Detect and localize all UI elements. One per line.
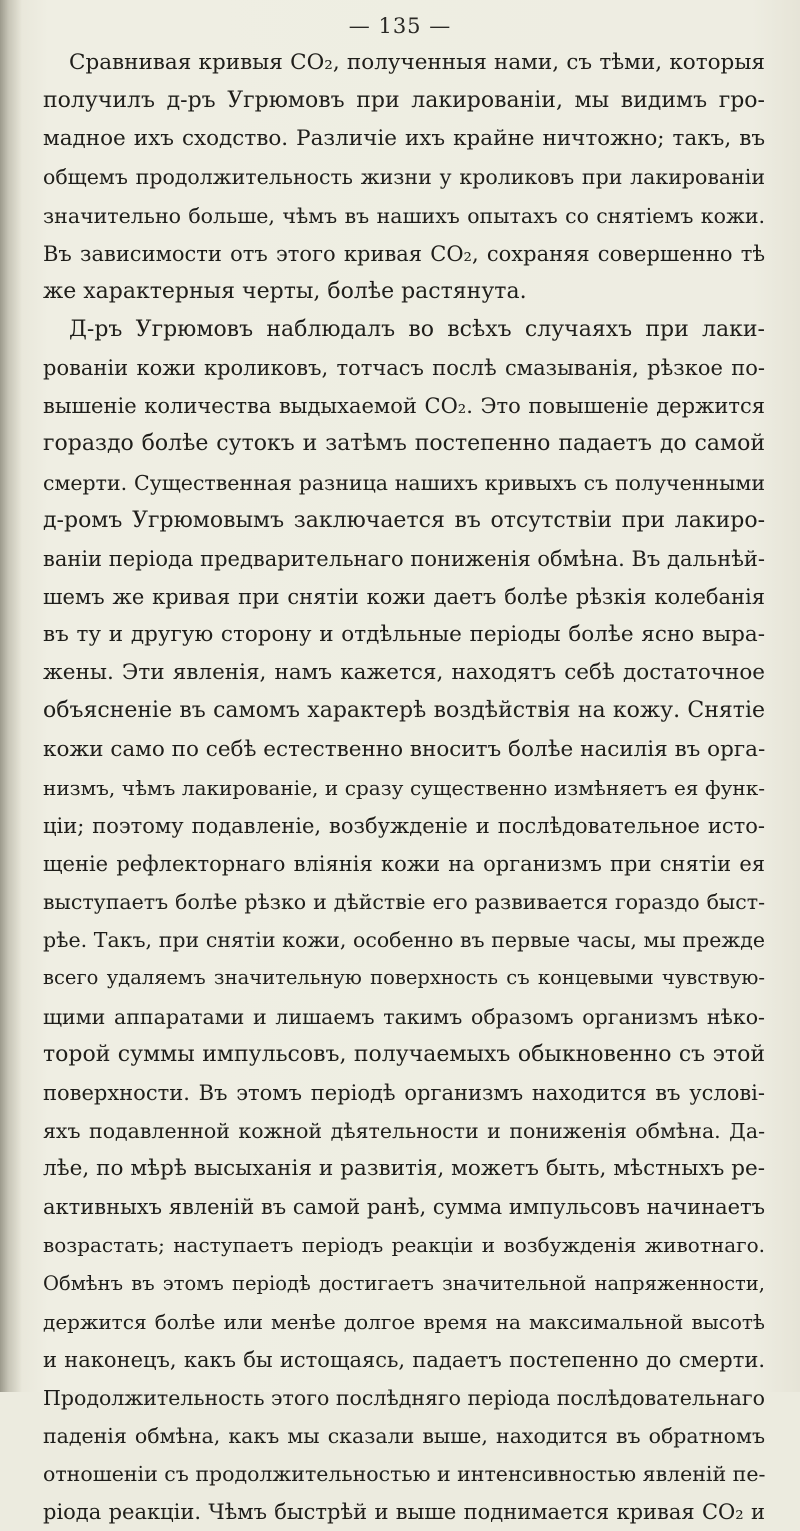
text-line: получилъ д-ръ Угрюмовъ при лакированіи, мы видимъ гро- xyxy=(43,88,765,114)
text-line: жены. Эти явленія, намъ кажется, находятъ себѣ достаточное xyxy=(43,660,765,686)
text-line: активныхъ явленій въ самой ранѣ, сумма импульсовъ начинаетъ xyxy=(43,1195,765,1220)
text-line: всего удаляемъ значительную поверхность съ концевыми чувствую- xyxy=(43,966,765,990)
text-line: мадное ихъ сходство. Различіе ихъ крайне ничтожно; такъ, въ xyxy=(43,126,765,152)
text-line: рованіи кожи кроликовъ, тотчасъ послѣ смазыванія, рѣзкое по- xyxy=(43,356,765,381)
text-line: выступаетъ болѣе рѣзко и дѣйствіе его развивается гораздо быст- xyxy=(43,890,765,915)
text-line: щеніе рефлекторнаго вліянія кожи на организмъ при снятіи ея xyxy=(43,851,765,876)
text-line: значительно больше, чѣмъ въ нашихъ опытахъ со снятіемъ кожи. xyxy=(43,203,765,228)
text-line: держится болѣе или менѣе долгое время на максимальной высотѣ xyxy=(43,1309,765,1334)
text-line: кожи само по себѣ естественно вноситъ болѣе насилія въ орга- xyxy=(43,736,765,762)
text-line: Обмѣнъ въ этомъ періодѣ достигаетъ значительной напряженности, xyxy=(43,1271,765,1295)
text-line: ріода реакціи. Чѣмъ быстрѣй и выше поднимается кривая CO₂ и xyxy=(43,1500,765,1525)
text-line: шемъ же кривая при снятіи кожи даетъ болѣе рѣзкія колебанія xyxy=(43,584,765,609)
text-line: смерти. Существенная разница нашихъ кривыхъ съ полученными xyxy=(43,470,765,495)
page-binding-shadow xyxy=(0,0,22,1392)
text-line: низмъ, чѣмъ лакированіе, и сразу существенно измѣняетъ ея функ- xyxy=(43,775,765,800)
text-line: лѣе, по мѣрѣ высыханія и развитія, можетъ быть, мѣстныхъ ре- xyxy=(43,1156,765,1182)
text-line: ваніи періода предварительнаго пониженія обмѣна. Въ дальнѣй- xyxy=(43,546,765,571)
text-line: и наконецъ, какъ бы истощаясь, падаетъ постепенно до смерти. xyxy=(43,1347,765,1372)
page-number: — 135 — xyxy=(348,14,452,38)
text-line: же характерныя черты, болѣе растянута. xyxy=(43,278,527,304)
text-line: Въ зависимости отъ этого кривая CO₂, сохраняя совершенно тѣ xyxy=(43,241,765,266)
text-line: вышеніе количества выдыхаемой CO₂. Это повышеніе держится xyxy=(43,394,765,419)
text-line: ціи; поэтому подавленіе, возбужденіе и послѣдовательное исто- xyxy=(43,813,765,838)
text-line: объясненіе въ самомъ характерѣ воздѣйствія на кожу. Снятіе xyxy=(43,698,765,724)
text-line: д-ромъ Угрюмовымъ заключается въ отсутствіи при лакиро- xyxy=(43,507,765,533)
text-line: возрастать; наступаетъ періодъ реакціи и возбужденія животнаго. xyxy=(43,1233,765,1258)
text-line: торой суммы импульсовъ, получаемыхъ обыкновенно съ этой xyxy=(43,1041,765,1067)
text-line: въ ту и другую сторону и отдѣльные періоды болѣе ясно выра- xyxy=(43,622,765,648)
text-line: щими аппаратами и лишаемъ такимъ образомъ организмъ нѣко- xyxy=(43,1004,765,1029)
text-line: рѣе. Такъ, при снятіи кожи, особенно въ первые часы, мы прежде xyxy=(43,928,765,953)
text-line: отношеніи съ продолжительностью и интенсивностью явленій пе- xyxy=(43,1462,765,1487)
text-line: Сравнивая кривыя CO₂, полученныя нами, съ тѣми, которыя xyxy=(69,50,765,75)
body-text xyxy=(43,44,765,1531)
text-line: поверхности. Въ этомъ періодѣ организмъ находится въ услові- xyxy=(43,1080,765,1105)
text-line: общемъ продолжительность жизни у кроликовъ при лакированіи xyxy=(43,165,765,190)
text-line: яхъ подавленной кожной дѣятельности и пониженія обмѣна. Да- xyxy=(43,1118,765,1143)
text-line: Д-ръ Угрюмовъ наблюдалъ во всѣхъ случаяхъ при лаки- xyxy=(69,316,765,342)
text-line: Продолжительность этого послѣдняго періода послѣдовательнаго xyxy=(43,1385,765,1410)
text-line: паденія обмѣна, какъ мы сказали выше, находится въ обратномъ xyxy=(43,1424,765,1449)
text-line: гораздо болѣе сутокъ и затѣмъ постепенно падаетъ до самой xyxy=(43,431,765,457)
